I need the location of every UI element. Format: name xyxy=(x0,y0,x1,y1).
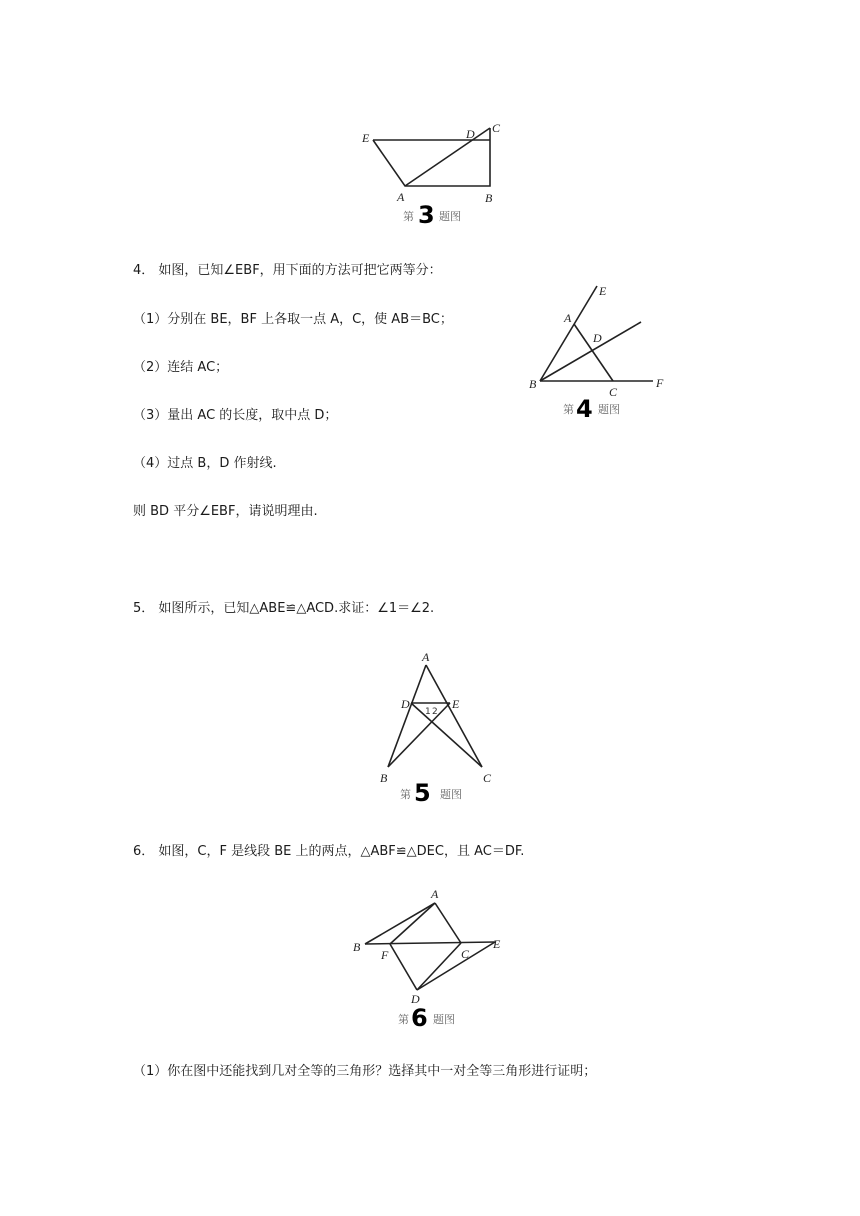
fig5-label-e: E xyxy=(452,697,460,711)
fig3-caption-post: 题图 xyxy=(439,210,461,223)
fig5-caption-pre: 第 xyxy=(400,788,411,801)
fig4-label-c: C xyxy=(609,385,618,399)
fig3-label-a: A xyxy=(397,190,405,204)
q4-stem: 4． 如图，已知∠EBF，用下面的方法可把它两等分： xyxy=(133,263,442,278)
fig5-label-d: D xyxy=(401,697,410,711)
fig4-caption-post: 题图 xyxy=(598,403,620,416)
fig6-caption-pre: 第 xyxy=(398,1013,409,1026)
fig5-angle-2: 2 xyxy=(432,707,438,717)
q4-step-4: （4）过点 B，D 作射线. xyxy=(133,456,277,471)
figure-3 xyxy=(355,118,515,228)
q6-stem: 6． 如图，C，F 是线段 BE 上的两点，△ABF≌△DEC，且 AC＝DF. xyxy=(133,844,525,859)
q4-conclusion: 则 BD 平分∠EBF，请说明理由. xyxy=(133,504,318,519)
fig6-side-ac xyxy=(435,903,461,943)
figure-4 xyxy=(525,280,675,425)
fig4-caption-pre: 第 xyxy=(563,403,574,416)
fig3-label-d: D xyxy=(466,127,475,141)
figure-6 xyxy=(345,883,515,1033)
q4-step-2: （2）连结 AC； xyxy=(133,360,229,375)
fig5-segment-be xyxy=(388,703,450,767)
fig4-ray-bd xyxy=(540,322,641,381)
q4-step-3: （3）量出 AC 的长度，取中点 D； xyxy=(133,408,338,423)
figure-5 xyxy=(370,648,510,808)
fig6-label-e: E xyxy=(493,937,501,951)
fig6-label-b: B xyxy=(353,940,361,954)
fig5-label-c: C xyxy=(483,771,492,785)
fig6-segment-be xyxy=(365,942,495,944)
fig6-side-df xyxy=(390,944,417,990)
q4-step-1: （1）分别在 BE，BF 上各取一点 A，C，使 AB＝BC； xyxy=(133,312,453,327)
fig4-ray-be xyxy=(540,286,597,381)
fig6-caption-post: 题图 xyxy=(433,1013,455,1026)
fig4-label-b: B xyxy=(529,377,537,391)
q6-part-1: （1）你在图中还能找到几对全等的三角形？选择其中一对全等三角形进行证明； xyxy=(133,1064,597,1079)
fig5-caption-number: 5 xyxy=(414,779,431,807)
fig6-side-af xyxy=(390,903,435,944)
fig5-caption-post: 题图 xyxy=(440,788,462,801)
fig6-label-c: C xyxy=(461,947,470,961)
fig6-label-a: A xyxy=(431,887,439,901)
fig6-label-f: F xyxy=(381,948,389,962)
fig4-label-a: A xyxy=(564,311,572,325)
fig4-label-d: D xyxy=(593,331,602,345)
fig3-edge-ac xyxy=(405,128,490,186)
fig4-label-f: F xyxy=(656,376,664,390)
fig3-caption-number: 3 xyxy=(418,201,435,228)
fig6-label-d: D xyxy=(411,992,420,1006)
fig5-angle-1: 1 xyxy=(425,707,431,717)
q5-stem: 5． 如图所示，已知△ABE≌△ACD.求证：∠1＝∠2. xyxy=(133,601,435,616)
fig4-caption-number: 4 xyxy=(576,395,593,423)
fig3-label-e: E xyxy=(362,131,370,145)
fig3-label-b: B xyxy=(485,191,493,205)
fig5-side-ab xyxy=(388,665,426,767)
fig5-label-a: A xyxy=(422,650,430,664)
fig6-side-ab xyxy=(365,903,435,944)
fig4-label-e: E xyxy=(599,284,607,298)
fig5-segment-cd xyxy=(411,703,482,767)
fig3-label-c: C xyxy=(492,121,501,135)
fig3-caption-pre: 第 xyxy=(403,210,414,223)
fig5-label-b: B xyxy=(380,771,388,785)
fig6-caption-number: 6 xyxy=(411,1004,428,1032)
